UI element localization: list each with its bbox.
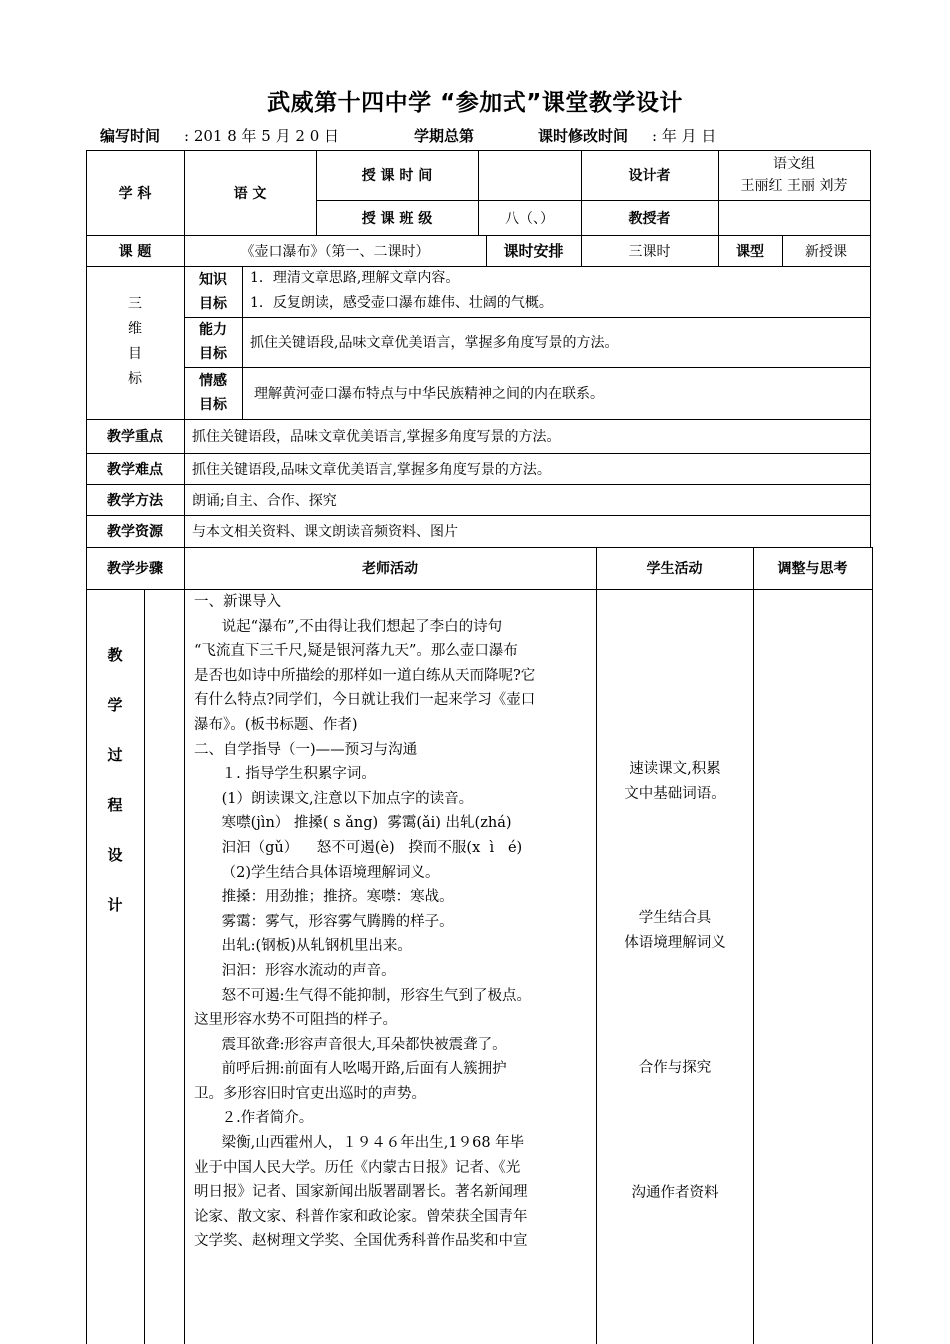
type-label: 课型	[736, 243, 764, 260]
teacher-activity-line: 明日报》记者、国家新闻出版署副署长。著名新闻理	[194, 1184, 528, 1201]
student-activity-header: 学生活动	[646, 561, 703, 577]
process-char: 程	[107, 796, 123, 814]
teacher-activity-line: 一、新课导入	[194, 594, 281, 610]
student-activity-line: 学生结合具	[638, 910, 712, 926]
goals-char: 维	[128, 321, 142, 337]
type-value: 新授课	[805, 243, 847, 260]
subject-label: 学 科	[118, 186, 152, 202]
teacher-activity-line: 前呼后拥:前面有人吆喝开路,后面有人簇拥护	[194, 1061, 507, 1078]
goals-char: 目	[128, 346, 142, 362]
process-char: 过	[107, 746, 123, 764]
teacher-activity-line: 业于中国人民大学。历任《内蒙古日报》记者、《光	[194, 1159, 521, 1176]
topic-value: 《壶口瀑布》（第一、二课时）	[240, 243, 430, 260]
topic-label: 课 题	[118, 243, 152, 260]
student-activity-2	[600, 906, 750, 956]
ability-label-line: 能力	[199, 322, 227, 338]
student-activity-line: 速读课文,积累	[629, 761, 721, 777]
emotion-label	[184, 367, 242, 419]
ability-label	[184, 317, 242, 367]
write-time-value: : 201 8 年 5 月 2 0 日	[184, 127, 340, 145]
goals-char: 标	[128, 371, 142, 387]
emotion-label-line: 目标	[199, 397, 227, 413]
goals-char: 三	[128, 296, 142, 312]
teacher-activity-line: ２.作者简介。	[194, 1110, 314, 1127]
emotion-goal: 理解黄河壶口瀑布特点与中华民族精神之间的内在联系。	[254, 386, 604, 402]
knowledge-goal: 1．理清文章思路,理解文章内容。	[250, 270, 460, 286]
page-title: 武威第十四中学 “参加式”课堂教学设计	[267, 90, 683, 116]
emotion-label-line: 情感	[199, 373, 227, 389]
schedule-value: 三课时	[628, 243, 671, 260]
process-char: 学	[107, 696, 123, 714]
teach-time-label: 授 课 时 间	[361, 168, 433, 184]
ability-label-line: 目标	[199, 346, 227, 362]
schedule-label: 课时安排	[503, 242, 564, 260]
student-activity-line: 文中基础词语。	[624, 786, 726, 802]
student-activity-line: 体语境理解词义	[624, 935, 726, 951]
teacher-activity-text	[194, 590, 590, 1254]
write-time-label: 编写时间	[100, 127, 161, 145]
process-char: 计	[107, 896, 123, 914]
designer-value	[718, 150, 870, 200]
teacher-activity-line: （2)学生结合具体语境理解词义。	[194, 864, 440, 881]
knowledge-label-line: 目标	[199, 295, 227, 312]
teacher-activity-line: 是否也如诗中所描绘的那样如一道白练从天而降呢?它	[194, 667, 536, 684]
teacher-activity-line: 出轧:(钢板)从轧钢机里出来。	[194, 938, 412, 955]
revise-time-value: : 年 月 日	[652, 127, 717, 145]
teacher-activity-line: (1）朗读课文,注意以下加点字的读音。	[194, 790, 474, 807]
teacher-activity-header: 老师活动	[362, 561, 418, 577]
teacher-activity-line: 有什么特点?同学们，今日就让我们一起来学习《壶口	[194, 692, 536, 709]
teacher-activity-line: 论家、散文家、科普作家和政论家。曾荣获全国青年	[194, 1208, 528, 1225]
teacher-activity-line: 二、自学指导（一)——预习与沟通	[194, 741, 418, 758]
teacher-activity-line: 卫。多形容旧时官吏出巡时的声势。	[194, 1085, 426, 1102]
teacher-activity-line: 震耳欲聋:形容声音很大,耳朵都快被震聋了。	[194, 1036, 507, 1053]
resource-label: 教学资源	[107, 524, 163, 540]
student-activity-1	[600, 757, 750, 807]
teacher-activity-line: 寒噤(jìn） 推搡( s ǎng) 雾霭(ǎi) 出轧(zhá)	[194, 815, 512, 832]
method-value: 朗诵;自主、合作、探究	[192, 492, 337, 509]
process-char: 教	[107, 646, 123, 664]
student-activity-3: 合作与探究	[638, 1060, 712, 1076]
knowledge-goals	[242, 266, 870, 317]
class-label: 授 课 班 级	[361, 210, 433, 227]
difficult-point-value: 抓住关键语段,品味文章优美语言,掌握多角度写景的方法。	[192, 461, 551, 478]
student-activity-4: 沟通作者资料	[631, 1185, 719, 1201]
process-char: 设	[107, 846, 123, 864]
teacher-activity-line: 汩汩（gǔ） 怒不可遏(è) 揆而不服(x ì é)	[194, 839, 523, 856]
teacher-activity-line: 雾霭：雾气，形容雾气腾腾的样子。	[194, 913, 454, 930]
teacher-activity-line: 汩汩：形容水流动的声音。	[194, 962, 396, 979]
teacher-value	[718, 200, 870, 235]
designer-label: 设计者	[628, 168, 671, 184]
knowledge-label	[184, 266, 242, 317]
term-label: 学期总第	[414, 127, 475, 145]
teacher-activity-line: 怒不可遏:生气得不能抑制，形容生气到了极点。	[194, 987, 532, 1004]
teacher-activity-line: “飞流直下三千尺,疑是银河落九天”。那么壶口瀑布	[194, 643, 518, 660]
ability-goal: 抓住关键语段,品味文章优美语言，掌握多角度写景的方法。	[250, 335, 619, 351]
teach-time-value	[478, 150, 581, 200]
teacher-activity-line: １. 指导学生积累字词。	[194, 766, 376, 783]
teacher-activity-line: 瀑布》。(板书标题、作者)	[194, 716, 358, 733]
knowledge-goal: 1．反复朗读，感受壶口瀑布雄伟、壮阔的气概。	[250, 295, 553, 311]
knowledge-label-line: 知识	[199, 271, 227, 288]
goals-label	[86, 292, 184, 392]
teacher-label: 教授者	[628, 210, 671, 227]
subject-value: 语 文	[233, 186, 267, 202]
class-value: 八（、）	[505, 210, 554, 227]
teacher-activity-line: 推搡：用劲推；推挤。寒噤：寒战。	[194, 889, 454, 906]
difficult-point-label: 教学难点	[107, 461, 163, 478]
teacher-activity-line: 梁衡,山西霍州人，１９４６年出生,1９68 年毕	[194, 1135, 525, 1152]
designer-names: 王丽红 王丽 刘芳	[740, 178, 848, 194]
designer-group: 语文组	[773, 156, 815, 172]
teacher-activity-line: 说起“瀑布”,不由得让我们想起了李白的诗句	[194, 618, 503, 635]
resource-value: 与本文相关资料、课文朗读音频资料、图片	[192, 524, 458, 540]
process-side-label	[86, 630, 144, 930]
revise-time-label: 课时修改时间	[538, 127, 629, 145]
teacher-activity-line: 文学奖、赵树理文学奖、全国优秀科普作品奖和中宣	[194, 1233, 528, 1250]
method-label: 教学方法	[107, 492, 163, 509]
teacher-activity-line: 这里形容水势不可阻挡的样子。	[194, 1012, 397, 1029]
key-point-label: 教学重点	[107, 429, 163, 445]
steps-header: 教学步骤	[107, 561, 163, 577]
key-point-value: 抓住关键语段，品味文章优美语言,掌握多角度写景的方法。	[192, 429, 561, 445]
adjust-header: 调整与思考	[777, 561, 848, 577]
